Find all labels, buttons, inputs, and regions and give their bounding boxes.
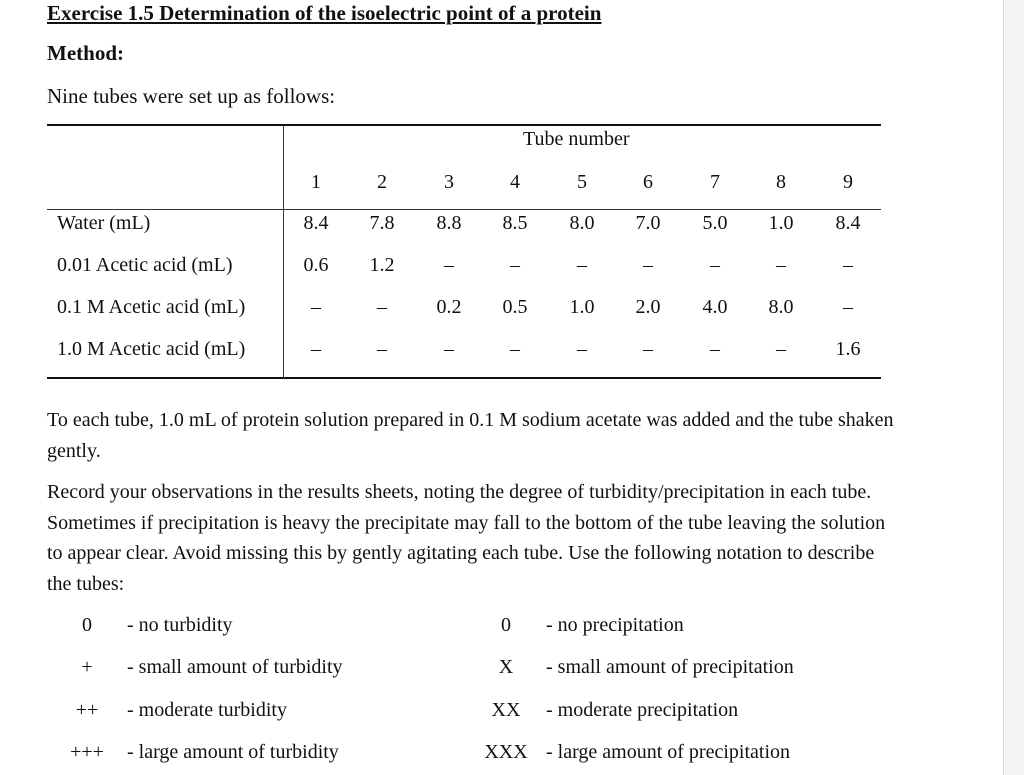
table-cell: –	[843, 254, 853, 276]
tube-header-6: 6	[643, 171, 653, 193]
row-label-01m-acetic: 0.1 M Acetic acid (mL)	[57, 296, 246, 318]
table-cell: –	[577, 338, 587, 360]
precipitation-symbol: XXX	[484, 741, 528, 763]
precipitation-symbol: XX	[491, 699, 521, 721]
tube-header-2: 2	[377, 171, 387, 193]
table-cell: –	[710, 338, 720, 360]
table-cell: –	[643, 338, 653, 360]
tube-header-9: 9	[843, 171, 853, 193]
tube-header-1: 1	[311, 171, 321, 193]
table-cell: 0.5	[502, 296, 528, 318]
table-cell: –	[643, 254, 653, 276]
table-cell: –	[311, 296, 321, 318]
method-label: Method:	[47, 41, 124, 65]
precipitation-description: - no precipitation	[546, 614, 684, 636]
vertical-scrollbar[interactable]	[1003, 0, 1024, 775]
row-label-water: Water (mL)	[57, 212, 151, 234]
table-cell: –	[577, 254, 587, 276]
precipitation-description: - moderate precipitation	[546, 699, 739, 721]
precipitation-description: - small amount of precipitation	[546, 656, 794, 678]
table-header-rule	[47, 209, 881, 210]
tube-header-4: 4	[510, 171, 520, 193]
tube-header-8: 8	[776, 171, 786, 193]
table-cell: 1.6	[835, 338, 861, 360]
protein-addition-paragraph: To each tube, 1.0 mL of protein solution prepared in 0.1 M sodium acetate was added and the tube shaken gently.	[47, 409, 894, 462]
table-cell: –	[377, 338, 387, 360]
table-cell: –	[311, 338, 321, 360]
table-cell: 8.0	[768, 296, 794, 318]
tube-number-title: Tube number	[523, 128, 630, 150]
turbidity-description: - small amount of turbidity	[127, 656, 343, 678]
tube-header-5: 5	[577, 171, 587, 193]
table-cell: 8.5	[502, 212, 528, 234]
table-cell: –	[710, 254, 720, 276]
table-cell: –	[510, 338, 520, 360]
turbidity-symbol: 0	[82, 614, 92, 636]
table-cell: –	[377, 296, 387, 318]
table-cell: –	[444, 254, 454, 276]
table-cell: –	[444, 338, 454, 360]
precipitation-description: - large amount of precipitation	[546, 741, 790, 763]
row-label-10m-acetic: 1.0 M Acetic acid (mL)	[57, 338, 246, 360]
turbidity-symbol: ++	[75, 699, 99, 721]
table-cell: 5.0	[702, 212, 728, 234]
turbidity-symbol: +++	[70, 741, 104, 763]
intro-text: Nine tubes were set up as follows:	[47, 84, 336, 108]
table-cell: –	[776, 338, 786, 360]
table-cell: –	[843, 296, 853, 318]
turbidity-description: - large amount of turbidity	[127, 741, 339, 763]
table-cell: 8.4	[303, 212, 329, 234]
exercise-heading: Exercise 1.5 Determination of the isoelectric point of a protein	[47, 1, 602, 25]
tube-header-3: 3	[444, 171, 454, 193]
table-cell: 8.4	[835, 212, 861, 234]
precipitation-symbol: X	[498, 656, 514, 678]
table-cell: 0.6	[303, 254, 329, 276]
table-cell: 0.2	[436, 296, 462, 318]
table-cell: 1.0	[569, 296, 595, 318]
table-cell: 7.0	[635, 212, 661, 234]
table-top-rule	[47, 124, 881, 126]
table-cell: 7.8	[369, 212, 395, 234]
turbidity-description: - moderate turbidity	[127, 699, 287, 721]
turbidity-symbol: +	[81, 656, 93, 678]
turbidity-description: - no turbidity	[127, 614, 233, 636]
table-cell: 4.0	[702, 296, 728, 318]
tube-header-7: 7	[710, 171, 720, 193]
table-cell: –	[510, 254, 520, 276]
table-cell: 2.0	[635, 296, 661, 318]
table-cell: 1.2	[369, 254, 395, 276]
table-column-divider	[283, 125, 284, 378]
observation-instructions-paragraph: Record your observations in the results sheets, noting the degree of turbidity/precipitation in each tube. Sometimes if precipitation is heavy the precipitate may fall to the bottom of the tube leaving the solution to appear clear. Avoid missing this by gently agitating each tube. Use the following notation to describe the tubes:	[47, 481, 886, 595]
table-cell: 8.0	[569, 212, 595, 234]
precipitation-symbol: 0	[501, 614, 511, 636]
table-cell: –	[776, 254, 786, 276]
row-label-001-acetic: 0.01 Acetic acid (mL)	[57, 254, 233, 276]
table-bottom-rule	[47, 377, 881, 379]
table-cell: 1.0	[768, 212, 794, 234]
table-cell: 8.8	[436, 212, 462, 234]
